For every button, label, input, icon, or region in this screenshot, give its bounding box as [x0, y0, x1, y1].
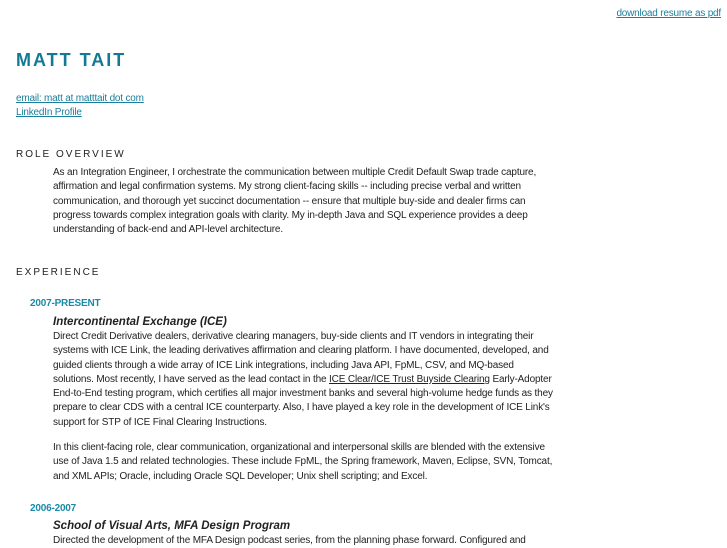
- job-description-text: Direct Credit Derivative dealers, derivative clearing managers, buy-side clients and IT vendors in integrating their systems with ICE Link, the leading derivatives affirmation and clearing platform. I have documented, developed, and guided clients through a wide array of ICE Link integrations, including Java API, FpML, CSV, and MQ-based solutions. Most recently, I have served as the lead contact in the: [53, 331, 549, 385]
- job-organization: Intercontinental Exchange (ICE): [53, 316, 227, 328]
- job-description: [53, 330, 553, 430]
- job-description: Directed the development of the MFA Design podcast series, from the planning phase forward. Configured and: [53, 535, 526, 546]
- job-skills-description: In this client-facing role, clear communication, organizational and interpersonal skills are blended with the extensive use of Java 1.5 and related technologies. These include FpML, the Spring framework, Maven, Eclipse, SVN, Tomcat, and XML APIs; Oracle, including Oracle SQL Developer; Unix shell scripting; and Excel.: [53, 442, 553, 482]
- download-pdf-link[interactable]: download resume as pdf: [616, 8, 721, 19]
- role-overview-text: As an Integration Engineer, I orchestrate the communication between multiple Credit Default Swap trade capture, affirmation and legal confirmation systems. My strong client-facing skills -- including precise verbal and written communication, and thorough yet succinct documentation -- ensure that multiple buy-side and dealer firms can progress towards complex integration goals with clarity. My in-depth Java and SQL experience provides a deep understanding of back-end and API-level architecture.: [53, 167, 537, 236]
- job-period: 2006-2007: [30, 503, 77, 514]
- buyside-clearing-link[interactable]: ICE Clear/ICE Trust Buyside Clearing: [329, 373, 490, 385]
- role-overview-heading: ROLE OVERVIEW: [16, 149, 126, 160]
- contact-links: [16, 92, 144, 120]
- job-period: 2007-PRESENT: [30, 298, 101, 309]
- page-title: MATT TAIT: [16, 50, 127, 70]
- experience-heading: EXPERIENCE: [16, 267, 101, 278]
- job-description-text: Early-Adopter End-to-End testing program, which certifies all major investment banks and several high-volume hedge funds as they prepare to clear CDS with a central ICE counterparty. Also, I have played a key role in the development of ICE Link's support for STP of ICE Final Clearing Instructions.: [53, 373, 553, 428]
- linkedin-link[interactable]: LinkedIn Profile: [16, 107, 82, 118]
- email-link[interactable]: email: matt at matttait dot com: [16, 93, 144, 104]
- job-organization: School of Visual Arts, MFA Design Program: [53, 520, 291, 532]
